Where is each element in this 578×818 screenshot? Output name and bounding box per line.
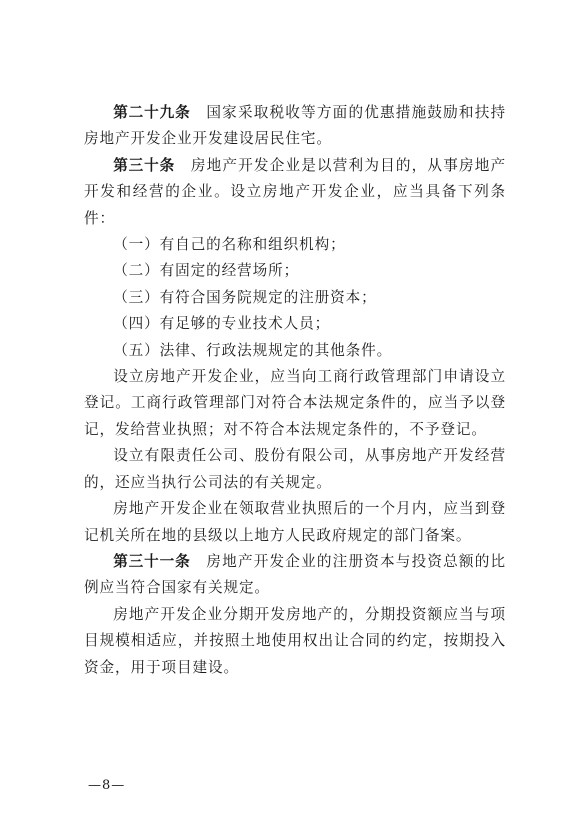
paragraph-text: 房地产开发企业是以营利为目的，从事房地产开发和经营的企业。设立房地产开发企业，应当具备下列条件：: [84, 156, 506, 227]
paragraph-text: 房地产开发企业在领取营业执照后的一个月内，应当到登记机关所在地的县级以上地方人民政府规定的部门备案。: [84, 500, 506, 544]
paragraph-phased-investment: [84, 602, 506, 681]
article-label: 第二十九条: [113, 104, 191, 121]
paragraph-text: 国家采取税收等方面的优惠措施鼓励和扶持房地产开发企业开发建设居民住宅。: [84, 104, 506, 148]
condition-item: [84, 285, 506, 311]
condition-item: [84, 311, 506, 337]
document-body: [84, 100, 506, 681]
article-label: 第三十一条: [113, 552, 191, 570]
page-number: —8—: [88, 778, 126, 793]
article-label: 第三十条: [113, 156, 176, 174]
paragraph-text: 房地产开发企业的注册资本与投资总额的比例应当符合国家有关规定。: [84, 552, 506, 597]
paragraph-text: （一）有自己的名称和组织机构；: [113, 236, 346, 254]
paragraph-article-31: [84, 549, 506, 602]
paragraph-text: （五）法律、行政法规规定的其他条件。: [113, 341, 393, 359]
condition-item: [84, 232, 506, 258]
paragraph-text: （三）有符合国务院规定的注册资本；: [113, 288, 377, 306]
paragraph-article-30: [84, 153, 506, 232]
condition-item: [84, 338, 506, 364]
paragraph-text: （四）有足够的专业技术人员；: [113, 315, 331, 333]
paragraph-registration: [84, 364, 506, 443]
paragraph-text: 设立有限责任公司、股份有限公司，从事房地产开发经营的，还应当执行公司法的有关规定。: [84, 447, 506, 491]
paragraph-text: 设立房地产开发企业，应当向工商行政管理部门申请设立登记。工商行政管理部门对符合本法规定条件的，应当予以登记，发给营业执照；对不符合本法规定条件的，不予登记。: [84, 368, 506, 438]
paragraph-article-29: [84, 100, 506, 153]
paragraph-filing: [84, 496, 506, 549]
paragraph-text: 房地产开发企业分期开发房地产的，分期投资额应当与项目规模相适应，并按照土地使用权出让合同的约定，按期投入资金，用于项目建设。: [84, 605, 506, 676]
paragraph-text: （二）有固定的经营场所；: [113, 262, 300, 280]
condition-item: [84, 258, 506, 284]
paragraph-company-law: [84, 443, 506, 496]
